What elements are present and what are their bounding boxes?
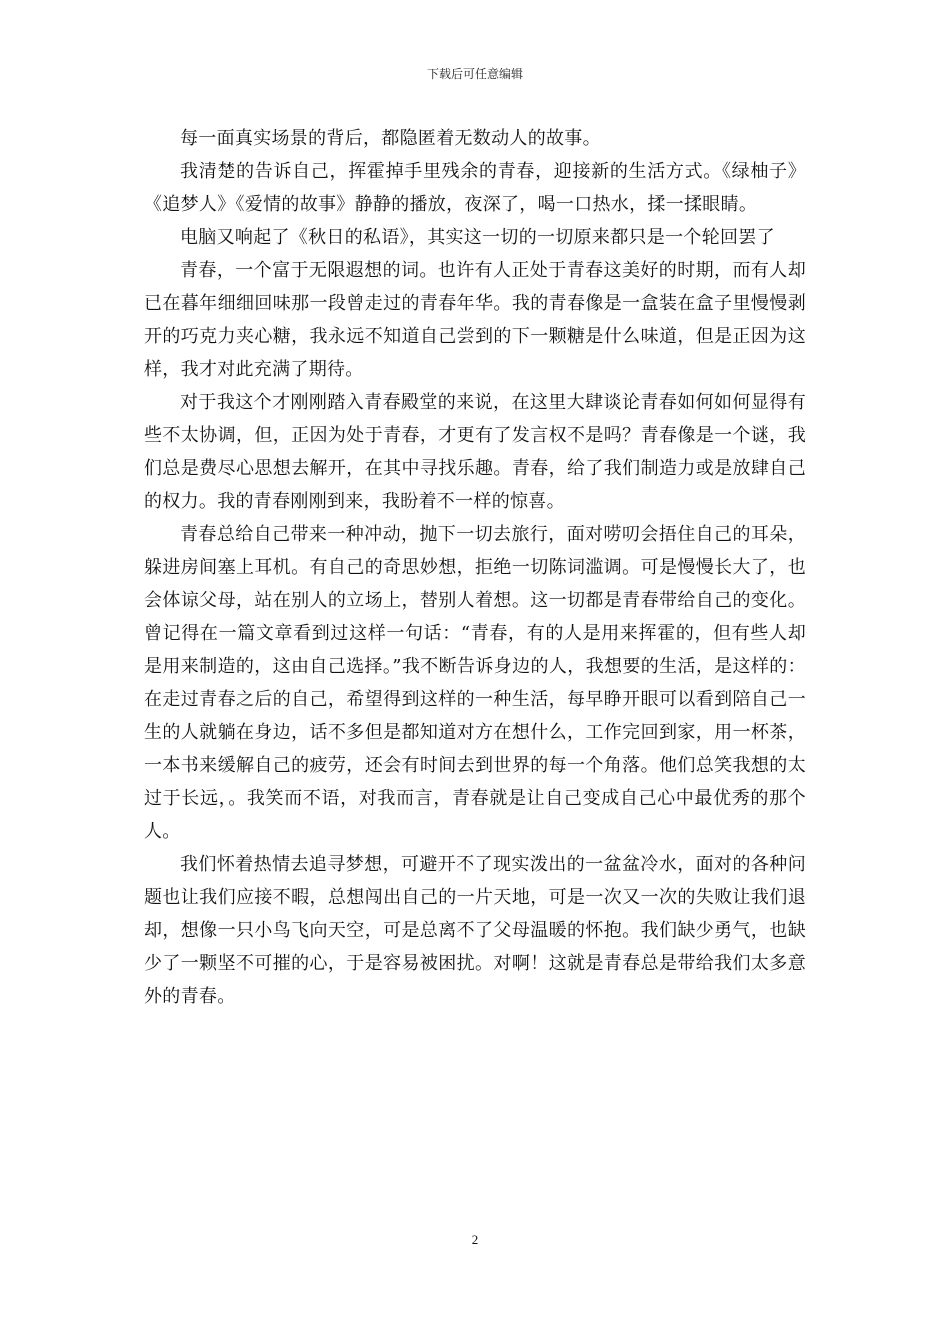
paragraph: 电脑又响起了《秋日的私语》，其实这一切的一切原来都只是一个轮回罢了 <box>180 227 775 248</box>
paragraph: 对于我这个才刚刚踏入青春殿堂的来说，在这里大肆谈论青春如何如何显得有些不太协调，但，正因为处于青春，才更有了发言权不是吗？青春像是一个谜，我们总是费尽心思想去解开，在其中寻找乐趣。青春，给了我们制造力或是放肆自己的权力。我的青春刚刚到来，我盼着不一样的惊喜。 <box>144 392 806 512</box>
paragraph: 我们怀着热情去追寻梦想，可避开不了现实泼出的一盆盆冷水，面对的各种问题也让我们应接不暇，总想闯出自己的一片天地，可是一次又一次的失败让我们退却，想像一只小鸟飞向天空，可是总离不了父母温暖的怀抱。我们缺少勇气，也缺少了一颗坚不可摧的心，于是容易被困扰。对啊！这就是青春总是带给我们太多意外的青春。 <box>144 854 806 1007</box>
document-body <box>144 122 806 1013</box>
paragraph: 我清楚的告诉自己，挥霍掉手里残余的青春，迎接新的生活方式。《绿柚子》《追梦人》《爱情的故事》静静的播放，夜深了，喝一口热水，揉一揉眼睛。 <box>144 161 806 215</box>
paragraph: 青春总给自己带来一种冲动，抛下一切去旅行，面对唠叨会捂住自己的耳朵，躲进房间塞上耳机。有自己的奇思妙想，拒绝一切陈词滥调。可是慢慢长大了，也会体谅父母，站在别人的立场上，替别人着想。这一切都是青春带给自己的变化。曾记得在一篇文章看到过这样一句话：“青春，有的人是用来挥霍的，但有些人却是用来制造的，这由自己选择。”我不断告诉身边的人，我想要的生活，是这样的：在走过青春之后的自己，希望得到这样的一种生活，每早睁开眼可以看到陪自己一生的人就躺在身边，话不多但是都知道对方在想什么，工作完回到家，用一杯茶，一本书来缓解自己的疲劳，还会有时间去到世界的每一个角落。他们总笑我想的太过于长远，。我笑而不语，对我而言，青春就是让自己变成自己心中最优秀的那个人。 <box>144 524 806 842</box>
paragraph: 每一面真实场景的背后，都隐匿着无数动人的故事。 <box>180 128 601 149</box>
paragraph: 青春，一个富于无限遐想的词。也许有人正处于青春这美好的时期，而有人却已在暮年细细回味那一段曾走过的青春年华。我的青春像是一盒装在盒子里慢慢剥开的巧克力夹心糖，我永远不知道自己尝到的下一颗糖是什么味道，但是正因为这样，我才对此充满了期待。 <box>144 260 806 380</box>
page-header: 下载后可任意编辑 <box>426 67 523 81</box>
page-number: 2 <box>471 1232 479 1247</box>
